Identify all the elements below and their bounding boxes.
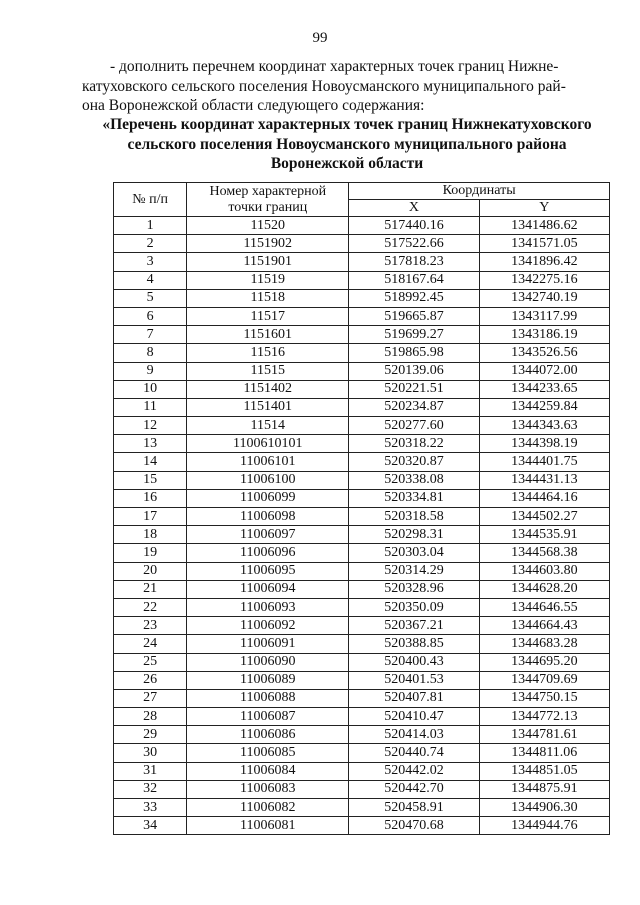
cell-point: 11006092 [187,617,349,635]
cell-x: 520318.22 [349,435,479,453]
cell-point: 11006088 [187,689,349,707]
cell-y: 1344072.00 [479,362,609,380]
cell-x: 520458.91 [349,799,479,817]
cell-y: 1344875.91 [479,780,609,798]
cell-y: 1343186.19 [479,326,609,344]
cell-num: 7 [114,326,187,344]
cell-point: 11518 [187,289,349,307]
cell-y: 1343117.99 [479,307,609,325]
cell-y: 1344646.55 [479,598,609,616]
cell-point: 11006089 [187,671,349,689]
table-row [114,689,610,707]
table-row [114,580,610,598]
cell-y: 1344750.15 [479,689,609,707]
cell-x: 520221.51 [349,380,479,398]
cell-y: 1344401.75 [479,453,609,471]
table-row [114,362,610,380]
cell-x: 518167.64 [349,271,479,289]
cell-y: 1344568.38 [479,544,609,562]
table-row [114,453,610,471]
table-row [114,653,610,671]
cell-num: 2 [114,235,187,253]
table-row [114,344,610,362]
table-row [114,744,610,762]
cell-num: 21 [114,580,187,598]
cell-num: 14 [114,453,187,471]
cell-num: 33 [114,799,187,817]
cell-x: 517522.66 [349,235,479,253]
table-heading [82,115,612,174]
cell-point: 11006083 [187,780,349,798]
cell-num: 4 [114,271,187,289]
cell-point: 11006082 [187,799,349,817]
table-row [114,817,610,835]
header-x: X [349,200,479,217]
header-coordinates: Координаты [349,183,610,200]
cell-point: 11006086 [187,726,349,744]
table-row [114,326,610,344]
table-row [114,271,610,289]
cell-x: 520314.29 [349,562,479,580]
cell-x: 520442.02 [349,762,479,780]
table-row [114,617,610,635]
cell-num: 1 [114,217,187,235]
cell-num: 24 [114,635,187,653]
table-row [114,489,610,507]
cell-num: 19 [114,544,187,562]
cell-point: 11006099 [187,489,349,507]
cell-point: 11006097 [187,526,349,544]
header-num: № п/п [114,183,187,217]
cell-point: 11515 [187,362,349,380]
page-number: 99 [312,30,328,46]
table-row [114,780,610,798]
cell-point: 1100610101 [187,435,349,453]
table-header-row [114,183,610,200]
cell-num: 23 [114,617,187,635]
cell-y: 1344906.30 [479,799,609,817]
cell-x: 519865.98 [349,344,479,362]
cell-y: 1342275.16 [479,271,609,289]
header-point: Номер характерной точки границ [187,183,349,217]
cell-x: 520388.85 [349,635,479,653]
cell-x: 520328.96 [349,580,479,598]
heading-line: сельского поселения Новоусманского муниципального района [127,135,567,153]
table-row [114,762,610,780]
cell-x: 520334.81 [349,489,479,507]
cell-num: 29 [114,726,187,744]
cell-point: 11006100 [187,471,349,489]
heading-line: Воронежской области [270,155,424,172]
cell-x: 520320.87 [349,453,479,471]
cell-x: 520298.31 [349,526,479,544]
table-row [114,799,610,817]
table-row [114,508,610,526]
table-row [114,544,610,562]
table-row [114,217,610,235]
heading-line: «Перечень координат характерных точек границ Нижнекатуховского [102,116,592,133]
cell-point: 1151401 [187,398,349,416]
cell-num: 30 [114,744,187,762]
cell-num: 8 [114,344,187,362]
cell-point: 11516 [187,344,349,362]
cell-y: 1344664.43 [479,617,609,635]
cell-x: 520414.03 [349,726,479,744]
cell-y: 1344464.16 [479,489,609,507]
cell-num: 34 [114,817,187,835]
cell-y: 1344628.20 [479,580,609,598]
cell-num: 10 [114,380,187,398]
table-row [114,398,610,416]
cell-point: 1151902 [187,235,349,253]
cell-num: 5 [114,289,187,307]
cell-y: 1344343.63 [479,417,609,435]
cell-x: 517440.16 [349,217,479,235]
cell-num: 11 [114,398,187,416]
table-row [114,635,610,653]
table-row [114,417,610,435]
intro-line: катуховского сельского поселения Новоусманского муниципального рай- [82,77,566,95]
cell-point: 11006091 [187,635,349,653]
cell-point: 11006087 [187,708,349,726]
cell-point: 1151901 [187,253,349,271]
intro-line: она Воронежской области следующего содержания: [82,97,425,114]
cell-num: 15 [114,471,187,489]
cell-num: 12 [114,417,187,435]
cell-point: 11006084 [187,762,349,780]
cell-x: 520234.87 [349,398,479,416]
table-row [114,671,610,689]
cell-point: 11514 [187,417,349,435]
table-row [114,253,610,271]
cell-y: 1344233.65 [479,380,609,398]
cell-y: 1344811.06 [479,744,609,762]
table-row [114,307,610,325]
cell-y: 1344259.84 [479,398,609,416]
cell-point: 11006090 [187,653,349,671]
cell-num: 27 [114,689,187,707]
cell-x: 517818.23 [349,253,479,271]
cell-x: 520338.08 [349,471,479,489]
cell-y: 1344944.76 [479,817,609,835]
cell-point: 11006081 [187,817,349,835]
cell-num: 18 [114,526,187,544]
cell-x: 520400.43 [349,653,479,671]
cell-x: 520350.09 [349,598,479,616]
table-row [114,726,610,744]
cell-x: 520318.58 [349,508,479,526]
cell-num: 17 [114,508,187,526]
cell-y: 1344603.80 [479,562,609,580]
table-row [114,562,610,580]
cell-num: 28 [114,708,187,726]
cell-x: 520470.68 [349,817,479,835]
cell-y: 1344695.20 [479,653,609,671]
cell-y: 1344781.61 [479,726,609,744]
intro-line: - дополнить перечнем координат характерных точек границ Нижне- [110,58,559,75]
cell-num: 32 [114,780,187,798]
table-row [114,435,610,453]
cell-x: 519699.27 [349,326,479,344]
cell-y: 1343526.56 [479,344,609,362]
cell-point: 11006095 [187,562,349,580]
cell-num: 13 [114,435,187,453]
header-y: Y [479,200,609,217]
cell-y: 1344535.91 [479,526,609,544]
cell-y: 1344772.13 [479,708,609,726]
cell-x: 520139.06 [349,362,479,380]
cell-point: 11006098 [187,508,349,526]
cell-y: 1344502.27 [479,508,609,526]
cell-num: 22 [114,598,187,616]
cell-x: 520410.47 [349,708,479,726]
cell-point: 11006094 [187,580,349,598]
cell-num: 6 [114,307,187,325]
cell-num: 26 [114,671,187,689]
table-row [114,471,610,489]
cell-point: 11006101 [187,453,349,471]
cell-x: 520407.81 [349,689,479,707]
cell-num: 31 [114,762,187,780]
table-row [114,526,610,544]
cell-x: 519665.87 [349,307,479,325]
cell-point: 11006085 [187,744,349,762]
table-row [114,235,610,253]
cell-x: 518992.45 [349,289,479,307]
intro-paragraph [82,57,612,116]
cell-num: 20 [114,562,187,580]
cell-y: 1344683.28 [479,635,609,653]
cell-y: 1341486.62 [479,217,609,235]
cell-x: 520442.70 [349,780,479,798]
cell-point: 1151402 [187,380,349,398]
cell-point: 1151601 [187,326,349,344]
cell-point: 11517 [187,307,349,325]
cell-x: 520401.53 [349,671,479,689]
table-row [114,708,610,726]
table-row [114,598,610,616]
cell-num: 16 [114,489,187,507]
cell-num: 25 [114,653,187,671]
cell-num: 9 [114,362,187,380]
cell-x: 520367.21 [349,617,479,635]
cell-num: 3 [114,253,187,271]
cell-y: 1341896.42 [479,253,609,271]
cell-x: 520440.74 [349,744,479,762]
table-body [114,217,610,835]
cell-point: 11520 [187,217,349,235]
cell-y: 1342740.19 [479,289,609,307]
cell-y: 1344851.05 [479,762,609,780]
cell-point: 11519 [187,271,349,289]
cell-y: 1344431.13 [479,471,609,489]
coordinates-table [113,182,610,835]
cell-x: 520277.60 [349,417,479,435]
cell-x: 520303.04 [349,544,479,562]
cell-point: 11006093 [187,598,349,616]
cell-y: 1344709.69 [479,671,609,689]
cell-y: 1344398.19 [479,435,609,453]
table-row [114,289,610,307]
cell-y: 1341571.05 [479,235,609,253]
cell-point: 11006096 [187,544,349,562]
table-row [114,380,610,398]
